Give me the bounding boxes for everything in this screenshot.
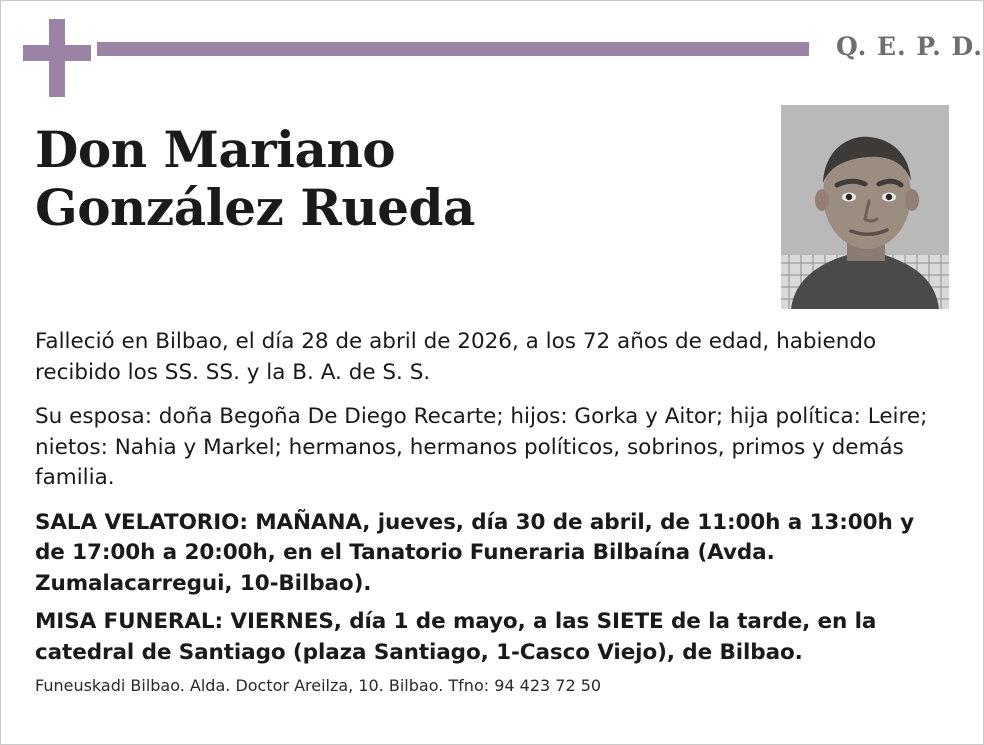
wake-paragraph: SALA VELATORIO: MAÑANA, jueves, día 30 de abril, de 11:00h a 13:00h y de 17:00h a 20:00h, en el Tanatorio Funeraria Bilbaína (Avda. Zumalacarregui, 10-Bilbao). [35,509,914,596]
cross-horizontal-bar [23,45,91,61]
funeral-home-info: Funeuskadi Bilbao. Alda. Doctor Areilza, 10. Bilbao. Tfno: 94 423 72 50 [35,676,602,696]
funeral-paragraph: MISA FUNERAL: VIERNES, día 1 de mayo, a las SIETE de la tarde, en la catedral de Santiago (plaza Santiago, 1-Casco Viejo), de Bilbao. [35,609,877,665]
family-paragraph: Su esposa: doña Begoña De Diego Recarte; hijos: Gorka y Aitor; hija política: Leire; nietos: Nahia y Markel; hermanos, hermanos políticos, sobrinos, primos y demás familia. [35,404,928,491]
portrait-photo [781,105,949,309]
deceased-name [35,121,735,237]
death-notice-paragraph: Falleció en Bilbao, el día 28 de abril de 2026, a los 72 años de edad, habiendo recibido los SS. SS. y la B. A. de S. S. [35,329,877,385]
obituary-header [1,1,983,97]
header-rule [97,42,809,56]
deceased-name-line-1: Don Mariano [35,120,396,179]
cross-icon [23,19,89,97]
qepd-label: Q. E. P. D. [836,32,983,61]
deceased-name-line-2: González Rueda [35,178,475,237]
obituary-body [35,327,951,695]
